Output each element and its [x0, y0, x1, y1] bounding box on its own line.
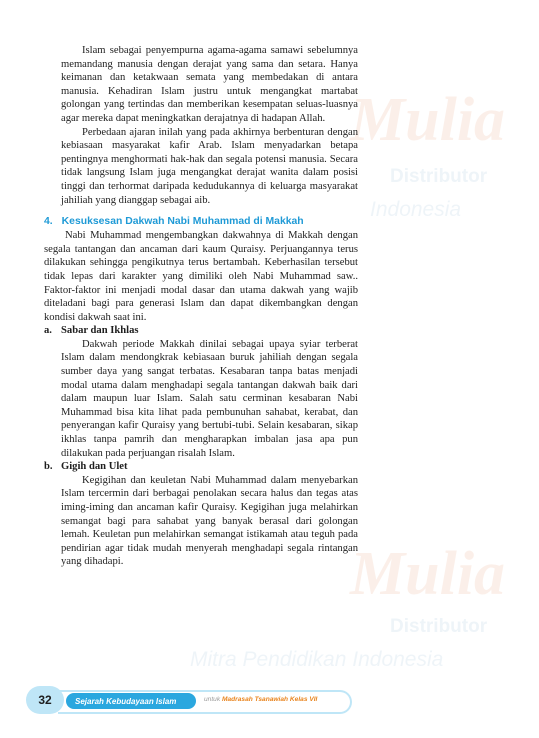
svg-text:Mulia: Mulia	[350, 540, 506, 608]
section-4-heading	[44, 216, 358, 227]
section-4-intro: Nabi Muhammad mengembangkan dakwahnya di Makkah dengan segala tantangan dan ancaman dari kaum Quraisy. Perjuangannya terus dilakukan sehingga pengikutnya terus bertambah. Keberhasilan tersebut tidak lepas dari karakter yang dimiliki oleh Nabi Muhammad saw.. Faktor-faktor ini menjadi modal dasar dan utama dakwah yang wajib diteladani bagi para generasi Islam dan dapat dikembangkan dengan kondisi dakwah saat ini.	[44, 230, 358, 323]
subsection-a-marker: a.	[44, 325, 52, 337]
subsection-b-title: Gigih dan Ulet	[61, 461, 128, 473]
svg-text:Mitra Pendidikan Indonesia: Mitra Pendidikan Indonesia	[190, 648, 444, 671]
subsection-b-text: Kegigihan dan keuletan Nabi Muhammad dalam menyebarkan Islam tercermin dari berbagai penolakan secara halus dan tegas atas iming-iming dan ancaman kafir Quraisy. Kegigihan juga melahirkan semangat bagi para sahabat yang banyak berasal dari golongan lemah. Keuletan pun melahirkan semangat istikamah atau teguh pada pendirian agar tidak mudah menyerah menghadapi segala rintangan yang dihadapi.	[61, 474, 358, 568]
watermark-logo-lower	[190, 520, 530, 680]
svg-text:Distributor: Distributor	[390, 166, 488, 187]
subsection-a-text: Dakwah periode Makkah dinilai sebagai upaya syiar terberat Islam dalam mendongkrak kebiasaan buruk jahiliah dengan segala sumber daya yang sangat terbatas. Kesabaran tanpa batas menjadi modal utama dalam menghadapi segala tantangan dakwah baik dari dalam maupun luar Islam. Salah satu cerminan kesabaran Nabi Muhammad bisa kita lihat pada pembunuhan sahabat, kerabat, dan penyerangan kafir Quraisy yang bertubi-tubi. Selain kesabaran, sikap ikhlas tanpa pamrih dan mengharapkan imbalan jasa apa pun dilakukan pada perjuangan risalah Islam.	[61, 338, 358, 459]
section-4-title: Kesuksesan Dakwah Nabi Muhammad di Makkah	[61, 216, 304, 228]
book-title-badge: Sejarah Kebudayaan Islam	[66, 693, 196, 709]
page-footer	[0, 682, 539, 738]
page-number: 32	[26, 686, 64, 714]
audience-prefix: untuk	[204, 696, 221, 703]
subsection-b-marker: b.	[44, 461, 53, 473]
subsection-a-heading	[44, 324, 358, 338]
audience-label: Madrasah Tsanawiah Kelas VII	[221, 696, 318, 703]
subsection-b-heading	[44, 460, 358, 474]
book-audience	[204, 696, 317, 703]
watermark-logo	[330, 60, 530, 230]
svg-text:Distributor: Distributor	[390, 616, 488, 637]
svg-text:Indonesia: Indonesia	[370, 198, 462, 221]
subsection-a-title: Sabar dan Ikhlas	[61, 325, 139, 337]
intro-paragraph-1: Islam sebagai penyempurna agama-agama samawi sebelumnya memandang manusia dengan derajat yang sama dan setara. Hanya keimanan dan ketakwaan semata yang membedakan di antara manusia. Kehadiran Islam justru untuk mengangkat martabat golongan yang tertindas dan memberikan kesempatan seluas-luasnya agar mereka dapat meningkatkan derajatnya di hadapan Allah.	[61, 45, 358, 124]
intro-paragraph-2: Perbedaan ajaran inilah yang pada akhirnya berbenturan dengan kebiasaan masyarakat kafir Arab. Islam menyadarkan betapa pentingnya menghormati hak-hak dan segala potensi manusia. Secara tidak langsung Islam juga mengangkat derajat wanita dalam posisi tinggi dan terhormat daripada kedudukannya di keluarga masyarakat jahiliah yang dianggap sebagai aib.	[61, 126, 358, 206]
section-4-number: 4.	[44, 216, 53, 228]
page-body	[44, 44, 358, 569]
svg-text:Mulia: Mulia	[350, 86, 506, 154]
